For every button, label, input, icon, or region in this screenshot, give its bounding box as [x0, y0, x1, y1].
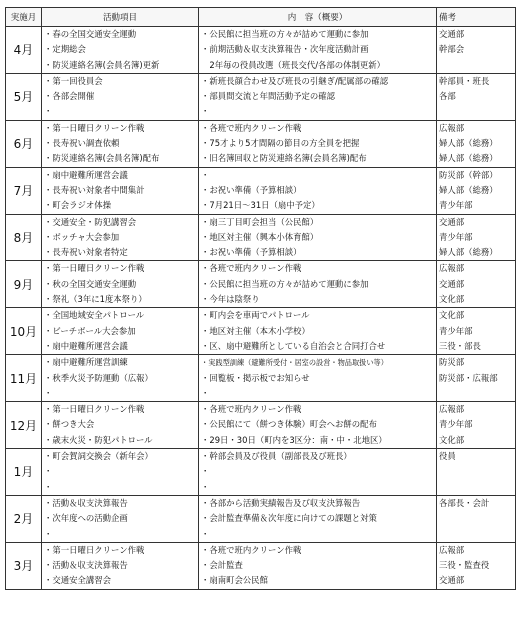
dept-cell [437, 214, 516, 261]
dept-line [437, 480, 515, 495]
month-cell: 10月 [6, 308, 42, 355]
activity-line: ・町会賀詞交換会（新年会） [44, 451, 153, 462]
content-cell [199, 73, 437, 120]
content-line: 2年毎の役員改選（班長交代/各部の体制更新） [201, 59, 386, 70]
month-cell: 4月 [6, 27, 42, 74]
table-row [6, 73, 516, 120]
header-month: 実施月 [6, 8, 42, 27]
dept-line: 青少年部 [439, 231, 473, 242]
month-cell: 9月 [6, 261, 42, 308]
content-line: ・会計監査準備＆次年度に向けての課題と対策 [201, 513, 377, 524]
content-line: ・ [201, 528, 210, 539]
activity-line: ・ [44, 466, 53, 477]
content-line: ・お祝い準備（予算相談） [201, 247, 302, 258]
dept-line: 三役・監査役 [439, 560, 490, 571]
content-cell [199, 27, 437, 74]
activity-line: ・長寿祝い対象者中間集計 [44, 184, 145, 195]
month-cell: 5月 [6, 73, 42, 120]
dept-line: 青少年部 [439, 325, 473, 336]
table-row [6, 120, 516, 167]
content-line: ・旧名簿回収と防災連絡名簿(会員名簿)配布 [201, 153, 367, 164]
content-cell [199, 261, 437, 308]
table-row [6, 449, 516, 496]
dept-line [437, 464, 515, 479]
activity-cell [42, 120, 199, 167]
dept-line: 防災部（幹部） [439, 169, 498, 180]
content-line: ・公民館にて（餅つき体験）町会へお餅の配布 [201, 419, 377, 430]
content-line: ・町内会を車両でパトロール [201, 310, 310, 321]
content-line: ・ [201, 387, 210, 398]
activity-cell [42, 308, 199, 355]
table-row [6, 308, 516, 355]
activity-line: ・全国地域安全パトロール [44, 310, 145, 321]
content-line: ・75才より5才間隔の節目の方全員を把握 [201, 138, 360, 149]
content-cell [199, 495, 437, 542]
dept-line: 広報部 [439, 404, 465, 415]
dept-cell [437, 27, 516, 74]
content-line: ・ [201, 169, 210, 180]
content-line: ・地区対主催（興本小体育館） [201, 231, 319, 242]
dept-cell [437, 120, 516, 167]
activity-cell [42, 167, 199, 214]
content-line: ・今年は陰祭り [201, 294, 260, 305]
activity-cell [42, 27, 199, 74]
dept-line: 交通部 [439, 29, 465, 39]
activity-line: ・秋季火災予防運動（広報） [44, 372, 153, 383]
content-line: ・地区対主催（本木小学校） [201, 325, 310, 336]
activity-line: ・ [44, 481, 53, 492]
content-line: ・部員間交流と年間活動予定の確認 [201, 91, 335, 102]
dept-cell [437, 449, 516, 496]
content-line: ・前期活動＆収支決算報告・次年度活動計画 [201, 44, 369, 55]
dept-line [437, 527, 515, 542]
dept-cell [437, 261, 516, 308]
month-cell: 6月 [6, 120, 42, 167]
content-line: ・幹部会員及び役員（副部長及び班長） [201, 451, 352, 462]
activity-line: ・扇中避難所運営会議 [44, 340, 128, 351]
activity-line: ・扇中避難所運営会議 [44, 169, 128, 180]
content-line: ・各班で班内クリーン作戦 [201, 263, 302, 274]
activity-line: ・第一日曜日クリーン作戦 [44, 122, 145, 133]
dept-line: 三役・部長 [439, 340, 481, 351]
activity-line: ・活動＆収支決算報告 [44, 560, 128, 571]
content-line: ・区、扇中避難所としている自治会と合同打合せ [201, 340, 386, 351]
month-cell: 8月 [6, 214, 42, 261]
activity-line: ・春の全国交通安全運動 [44, 29, 137, 39]
dept-cell [437, 308, 516, 355]
activity-cell [42, 449, 199, 496]
content-line: ・ [201, 466, 210, 477]
activity-cell [42, 214, 199, 261]
header-activity: 活動項目 [42, 8, 199, 27]
activity-line: ・扇中避難所運営訓練 [44, 357, 128, 368]
activity-line: ・第一日曜日クリーン作戦 [44, 263, 145, 274]
activity-line: ・第一日曜日クリーン作戦 [44, 404, 145, 415]
content-line: ・各班で班内クリーン作戦 [201, 544, 302, 555]
table-row [6, 214, 516, 261]
table-body [6, 27, 516, 590]
header-dept: 備考 [437, 8, 516, 27]
dept-line: 文化部 [439, 310, 465, 321]
dept-cell [437, 402, 516, 449]
activity-cell [42, 542, 199, 589]
content-line: ・7月21日～31日（扇中予定） [201, 200, 320, 211]
activity-line: ・交通安全・防犯講習会 [44, 216, 137, 227]
content-line: ・各部から活動実績報告及び収支決算報告 [201, 497, 361, 508]
activity-line: ・次年度への活動企画 [44, 513, 128, 524]
dept-line: 青少年部 [439, 200, 473, 211]
dept-cell [437, 542, 516, 589]
activity-line: ・町会ラジオ体操 [44, 200, 111, 211]
dept-line [437, 104, 515, 119]
dept-cell [437, 167, 516, 214]
content-line: ・ [201, 106, 210, 117]
activity-cell [42, 261, 199, 308]
content-line: ・お祝い準備（予算相談） [201, 184, 302, 195]
dept-line: 交通部 [439, 278, 465, 289]
activity-line: ・交通安全講習会 [44, 575, 111, 586]
month-cell: 12月 [6, 402, 42, 449]
header-row [6, 8, 516, 27]
activity-line: ・ [44, 106, 53, 117]
table-row [6, 27, 516, 74]
activity-line: ・ビーチボール大会参加 [44, 325, 136, 336]
content-line: ・新班長顔合わせ及び班長の引継ぎ/配属部の確認 [201, 75, 389, 86]
content-line: ・ [201, 481, 210, 492]
month-cell: 3月 [6, 542, 42, 589]
month-cell: 1月 [6, 449, 42, 496]
header-content: 内 容（概要） [199, 8, 437, 27]
content-line: ・扇三丁目町会担当（公民館） [201, 216, 319, 227]
activity-line: ・餅つき大会 [44, 419, 95, 430]
dept-line: 防災部 [439, 357, 465, 368]
dept-cell [437, 355, 516, 402]
activity-line: ・防災連絡名簿(会員名簿)配布 [44, 153, 160, 164]
dept-line: 青少年部 [439, 419, 473, 430]
dept-line: 交通部 [439, 216, 465, 227]
content-line: ・各班で班内クリーン作戦 [201, 404, 302, 415]
dept-line: 防災部・広報部 [439, 372, 498, 383]
table-row [6, 167, 516, 214]
content-cell [199, 120, 437, 167]
activity-line: ・第一回役員会 [44, 75, 103, 86]
activity-cell [42, 355, 199, 402]
month-cell: 7月 [6, 167, 42, 214]
dept-line: 婦人部（総務） [439, 138, 498, 149]
table-row [6, 402, 516, 449]
content-cell [199, 449, 437, 496]
dept-line: 文化部 [439, 294, 465, 305]
content-line: ・回覧板・掲示板でお知らせ [201, 372, 310, 383]
activity-line: ・各部会開催 [44, 91, 95, 102]
dept-line [437, 511, 515, 526]
activity-line: ・秋の全国交通安全運動 [44, 278, 137, 289]
content-cell [199, 214, 437, 261]
activity-line: ・第一日曜日クリーン作戦 [44, 544, 145, 555]
dept-line [437, 386, 515, 401]
content-cell [199, 402, 437, 449]
dept-cell [437, 73, 516, 120]
content-line: ・扇南町会公民館 [201, 575, 268, 586]
content-cell [199, 167, 437, 214]
dept-line: 広報部 [439, 544, 465, 555]
dept-line: 幹部会 [439, 44, 465, 55]
dept-line: 広報部 [439, 122, 465, 133]
month-cell: 2月 [6, 495, 42, 542]
activity-cell [42, 495, 199, 542]
dept-line: 役員 [439, 451, 456, 462]
activity-line: ・長寿祝い調査依頼 [44, 138, 120, 149]
table-row [6, 495, 516, 542]
dept-line: 各部 [439, 91, 456, 102]
dept-line: 婦人部（総務） [439, 184, 498, 195]
dept-line: 婦人部（総務） [439, 247, 498, 258]
activity-line: ・活動＆収支決算報告 [44, 497, 128, 508]
dept-line: 婦人部（総務） [439, 153, 498, 164]
table-row [6, 355, 516, 402]
activity-line: ・定期総会 [44, 44, 86, 55]
table-row [6, 542, 516, 589]
activity-line: ・長寿祝い対象者特定 [44, 247, 128, 258]
activity-line: ・祭礼（3年に1度本祭り） [44, 294, 147, 305]
content-cell [199, 308, 437, 355]
activity-line: ・歳末火災・防犯パトロール [44, 434, 153, 445]
dept-line: 交通部 [439, 575, 465, 586]
dept-line: 幹部員・班長 [439, 75, 490, 86]
activity-line: ・ [44, 387, 53, 398]
dept-line: 各部長・会計 [439, 497, 490, 508]
activity-line: ・防災連絡名簿(会員名簿)更新 [44, 59, 160, 70]
content-line: ・会計監査 [201, 560, 243, 571]
annual-activity-table [5, 7, 516, 590]
content-cell [199, 542, 437, 589]
dept-line: 広報部 [439, 263, 465, 274]
content-cell [199, 355, 437, 402]
content-line: ・公民館に担当班の方々が詰めて運動に参加 [201, 29, 369, 39]
activity-cell [42, 73, 199, 120]
dept-line [437, 58, 515, 73]
month-cell: 11月 [6, 355, 42, 402]
activity-line: ・ [44, 528, 53, 539]
content-line: ・各班で班内クリーン作戦 [201, 122, 302, 133]
activity-cell [42, 402, 199, 449]
content-line: ・実践型訓練（避難所受付・居室の設営・物品取扱い等） [201, 358, 388, 368]
dept-line: 文化部 [439, 434, 465, 445]
table-row [6, 261, 516, 308]
content-line: ・29日・30日（町内を3区分：南・中・北地区） [201, 434, 387, 445]
dept-cell [437, 495, 516, 542]
content-line: ・公民館に担当班の方々が詰めて運動に参加 [201, 278, 369, 289]
activity-line: ・ボッチャ大会参加 [44, 231, 120, 242]
